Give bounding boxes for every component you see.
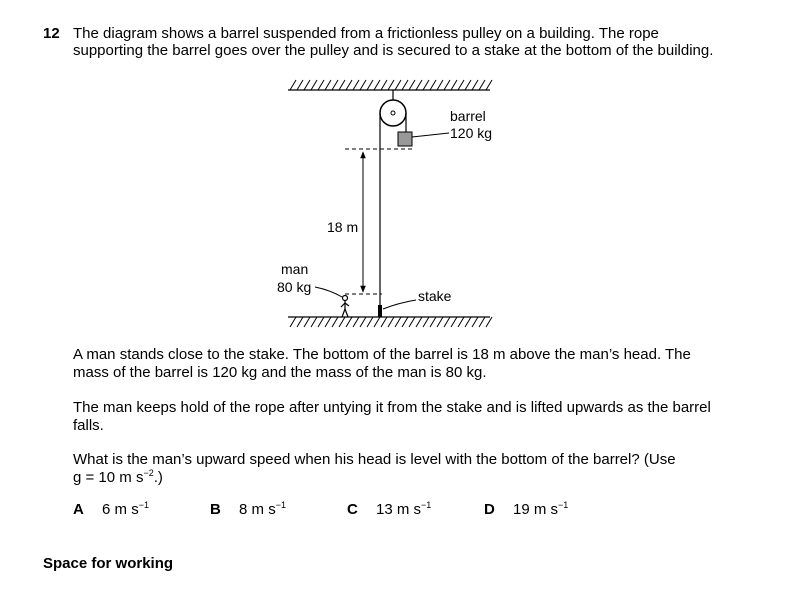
hatch-mark <box>451 317 457 327</box>
hatch-mark <box>318 317 324 327</box>
hatch-mark <box>381 80 387 90</box>
hatch-mark <box>297 80 303 90</box>
option-b-exponent: −1 <box>275 500 286 510</box>
hatch-mark <box>388 317 394 327</box>
hatch-mark <box>444 80 450 90</box>
option-d[interactable] <box>484 501 568 518</box>
hatch-mark <box>409 80 415 90</box>
hatch-mark <box>388 80 394 90</box>
hatch-mark <box>360 317 366 327</box>
question-number: 12 <box>43 25 60 42</box>
hatch-mark <box>472 80 478 90</box>
hatch-mark <box>346 317 352 327</box>
ground-hatch <box>288 317 492 327</box>
hatch-mark <box>304 317 310 327</box>
hatch-mark <box>332 317 338 327</box>
man-figure <box>341 296 349 318</box>
paragraph-3 <box>73 451 733 487</box>
hatch-mark <box>346 80 352 90</box>
hatch-mark <box>479 80 485 90</box>
hatch-mark <box>360 80 366 90</box>
hatch-mark <box>304 80 310 90</box>
paragraph-1 <box>73 346 733 382</box>
hatch-mark <box>290 317 296 327</box>
option-b-value: 8 m s <box>239 501 276 518</box>
paragraph-3-line-1: What is the man’s upward speed when his head is level with the bottom of the barrel? (Use <box>73 451 676 468</box>
hatch-mark <box>374 317 380 327</box>
intro-line-1: The diagram shows a barrel suspended from a frictionless pulley on a building. The rope <box>73 25 659 42</box>
hatch-mark <box>318 80 324 90</box>
gravity-exponent: −2 <box>143 468 154 478</box>
option-a-letter: A <box>73 501 84 518</box>
hatch-mark <box>416 317 422 327</box>
option-c-letter: C <box>347 501 358 518</box>
barrel-label: barrel <box>450 108 486 124</box>
option-d-exponent: −1 <box>558 500 569 510</box>
hatch-mark <box>325 80 331 90</box>
hatch-mark <box>465 317 471 327</box>
option-d-value: 19 m s <box>513 501 559 518</box>
hatch-mark <box>311 317 317 327</box>
barrel-block <box>398 132 412 146</box>
option-b[interactable] <box>210 501 286 518</box>
option-c-exponent: −1 <box>421 500 432 510</box>
hatch-mark <box>458 80 464 90</box>
hatch-mark <box>402 80 408 90</box>
gravity-close: .) <box>153 469 163 486</box>
hatch-mark <box>339 80 345 90</box>
option-c[interactable] <box>347 501 431 518</box>
hatch-mark <box>472 317 478 327</box>
hatch-mark <box>451 80 457 90</box>
hatch-mark <box>437 317 443 327</box>
hatch-mark <box>395 317 401 327</box>
paragraph-1-line-1: A man stands close to the stake. The bottom of the barrel is 18 m above the man’s head. The <box>73 346 691 363</box>
hatch-mark <box>437 80 443 90</box>
hatch-mark <box>402 317 408 327</box>
hatch-mark <box>423 317 429 327</box>
hatch-mark <box>325 317 331 327</box>
hatch-mark <box>367 317 373 327</box>
man-leader-line <box>315 287 342 297</box>
hatch-mark <box>465 80 471 90</box>
option-a-value: 6 m s <box>102 501 139 518</box>
hatch-mark <box>353 317 359 327</box>
barrel-mass-label: 120 kg <box>450 125 493 141</box>
hatch-mark <box>339 317 345 327</box>
man-label: man <box>281 261 309 277</box>
man-mass-label: 80 kg <box>277 279 312 295</box>
ceiling-hatch <box>288 80 492 90</box>
hatch-mark <box>486 80 492 90</box>
intro-line-2: supporting the barrel goes over the pulley and is secured to a stake at the bottom of the building. <box>73 42 714 59</box>
height-label: 18 m <box>327 219 359 235</box>
paragraph-1-line-2: mass of the barrel is 120 kg and the mass of the man is 80 kg. <box>73 364 487 381</box>
hatch-mark <box>311 80 317 90</box>
hatch-mark <box>486 317 492 327</box>
stake-label: stake <box>418 288 452 304</box>
barrel-leader-line <box>412 133 449 137</box>
paragraph-2-line-1: The man keeps hold of the rope after untying it from the stake and is lifted upwards as the barrel <box>73 399 711 416</box>
hatch-mark <box>416 80 422 90</box>
option-d-letter: D <box>484 501 495 518</box>
hatch-mark <box>381 317 387 327</box>
hatch-mark <box>479 317 485 327</box>
paragraph-2-line-2: falls. <box>73 417 104 434</box>
stake-leader-line <box>383 300 416 309</box>
hatch-mark <box>458 317 464 327</box>
hatch-mark <box>430 80 436 90</box>
option-c-value: 13 m s <box>376 501 422 518</box>
option-b-letter: B <box>210 501 221 518</box>
paragraph-3-line-2 <box>73 469 733 487</box>
hatch-mark <box>374 80 380 90</box>
option-a-exponent: −1 <box>138 500 149 510</box>
hatch-mark <box>423 80 429 90</box>
hatch-mark <box>332 80 338 90</box>
hatch-mark <box>297 317 303 327</box>
hatch-mark <box>430 317 436 327</box>
hatch-mark <box>290 80 296 90</box>
hatch-mark <box>409 317 415 327</box>
space-for-working-label: Space for working <box>43 555 174 572</box>
hatch-mark <box>367 80 373 90</box>
hatch-mark <box>353 80 359 90</box>
paragraph-2 <box>73 399 733 435</box>
stake-post <box>378 305 382 317</box>
gravity-value: g = 10 m s <box>73 469 144 486</box>
pulley-axle <box>391 111 395 115</box>
option-a[interactable] <box>73 501 149 518</box>
hatch-mark <box>444 317 450 327</box>
hatch-mark <box>395 80 401 90</box>
